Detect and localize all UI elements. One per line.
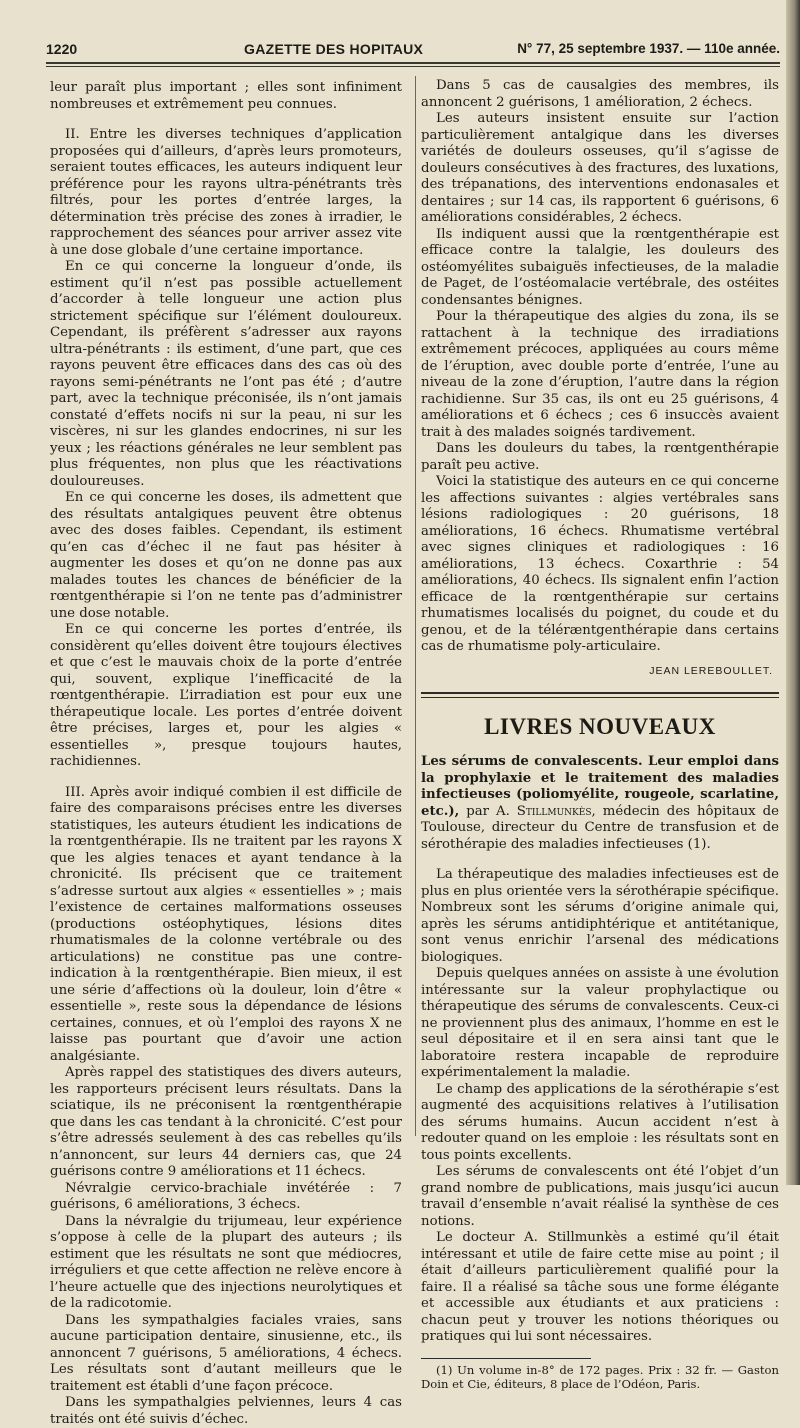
- paragraph: III. Après avoir indiqué combien il est difficile de faire des comparaisons précises entre les diverses statistiques, les auteurs étudient les indications de la rœntgenthérapie. Ils ne traitent par les rayons X que les algies tenaces et ayant tendance à la chronicité. Ils précisent que ce traitement s’adresse surtout aux algies « essentielles » ; mais l’existence de certaines malformations osseuses (productions ostéophytiques, lésions dites rhumatismales de la colonne vertébrale ou des articulations) ne constitue pas une contre-indication à la rœntgenthérapie. Bien mieux, il est une série d’affections où la douleur, loin d’être « essentielle », reste sous la dépendance de lésions certaines, connues, et où l’emploi des rayons X ne laisse pas pourtant que d’avoir une action analgésiante.: [50, 784, 402, 1064]
- paragraph: Dans les douleurs du tabes, la rœntgenthérapie paraît peu active.: [421, 441, 779, 473]
- column-divider: [415, 76, 416, 1136]
- section-title: LIVRES NOUVEAUX: [484, 714, 716, 739]
- right-column: [421, 78, 779, 1391]
- paragraph: Après rappel des statistiques des divers auteurs, les rapporteurs précisent leurs résultats. Dans la sciatique, ils ne préconisent la rœntgenthérapie que dans les cas tendant à la chronicité. C’est pour s’être adressés seulement à des cas rebelles qu’ils n’annoncent, sur leurs 44 derniers cas, que 24 guérisons contre 9 améliorations et 11 échecs.: [50, 1065, 402, 1179]
- issue-info: N° 77, 25 septembre 1937. — 110e année.: [517, 41, 780, 56]
- journal-title: GAZETTE DES HOPITAUX: [244, 41, 424, 57]
- paragraph: Dans les sympathalgies faciales vraies, sans aucune participation dentaire, sinusienne, etc., ils annoncent 7 guérisons, 5 améliorations, 4 échecs. Les résultats sont d’autant meilleurs que le traitement est établi d’une façon précoce.: [50, 1312, 402, 1394]
- book-entry: [421, 754, 779, 853]
- header-rule-thin: [46, 66, 780, 67]
- page-spine-edge: [786, 0, 800, 1185]
- paragraph: Depuis quelques années on assiste à une évolution intéressante sur la valeur prophylactique ou thérapeutique des sérums de convalescents. Ceux-ci ne proviennent plus des animaux, l’homme en est le seul dépositaire et il en sera ainsi tant que le laboratoire restera incapable de reproduire expérimentalement la maladie.: [421, 966, 779, 1080]
- paragraph: En ce qui concerne les doses, ils admettent que des résultats antalgiques peuvent être obtenus avec des doses faibles. Cependant, ils estiment qu’en cas d’échec il ne faut pas hésiter à augmenter les doses et qu’on ne donne pas aux malades toutes les chances de bénéficier de la rœntgenthérapie si l’on ne tente pas d’administrer une dose notable.: [50, 490, 402, 621]
- paragraph: Le champ des applications de la sérothérapie s’est augmenté des acquisitions relatives à l’utilisation des sérums humains. Aucun accident n’est à redouter quand on les emploie : les résultats sont en tous points excellents.: [421, 1081, 779, 1163]
- header-rule: [46, 62, 780, 64]
- paragraph: Les sérums de convalescents ont été l’objet d’un grand nombre de publications, mais jusqu’ici aucun travail d’ensemble n’avait réalisé la synthèse de ces notions.: [421, 1164, 779, 1229]
- book-author-details: , médecin des hôpitaux de Toulouse, directeur du Centre de transfusion et de sérothérapie des maladies infectieuses (1).: [421, 803, 779, 852]
- footnote: (1) Un volume in-8° de 172 pages. Prix : 32 fr. — Gaston Doin et Cie, éditeurs, 8 place de l’Odéon, Paris.: [421, 1362, 779, 1391]
- paragraph: En ce qui concerne la longueur d’onde, ils estiment qu’il n’est pas possible actuellement d’accorder à telle longueur une action plus strictement spécifique sur l’élément douloureux. Cependant, ils préfèrent s’adresser aux rayons ultra-pénétrants : ils estiment, d’une part, que ces rayons peuvent être efficaces dans des cas où des rayons semi-pénétrants ne l’ont pas été ; d’autre part, avec la technique préconisée, ils n’ont jamais constaté d’effets nocifs ni sur la peau, ni sur les viscères, ni sur les glandes endocrines, ni sur les yeux ; les réactions générales ne leur semblent pas plus fréquentes, non plus que les réactivations douloureuses.: [50, 259, 402, 489]
- paragraph: Dans la névralgie du trijumeau, leur expérience s’oppose à celle de la plupart des auteurs ; ils estiment que les résultats ne sont que médiocres, irréguliers et que cette affection ne relève encore à l’heure actuelle que des injections neurolytiques et de la radicotomie.: [50, 1213, 402, 1311]
- page-header: [46, 41, 780, 61]
- paragraph: En ce qui concerne les portes d’entrée, ils considèrent qu’elles doivent être toujours électives et que c’est le mauvais choix de la porte d’entrée qui, souvent, explique l’inefficacité de la rœntgenthérapie. L’irradiation est pour eux une thérapeutique locale. Les portes d’entrée doivent être précises, larges et, pour les algies « essentielles », presque toujours hautes, rachidiennes.: [50, 622, 402, 769]
- left-column: [50, 80, 402, 1428]
- paragraph: Dans 5 cas de causalgies des membres, ils annoncent 2 guérisons, 1 amélioration, 2 échecs.: [421, 78, 779, 110]
- paragraph: Névralgie cervico-brachiale invétérée : 7 guérisons, 6 améliorations, 3 échecs.: [50, 1180, 402, 1212]
- paragraph: Les auteurs insistent ensuite sur l’action particulièrement antalgique dans les diverses variétés de douleurs osseuses, qu’il s’agisse de douleurs consécutives à des fractures, des luxations, des trépanations, des interventions endonasales et dentaires ; sur 14 cas, ils rapportent 6 guérisons, 6 améliorations considérables, 2 échecs.: [421, 111, 779, 225]
- section-rule: [421, 692, 779, 698]
- paragraph: La thérapeutique des maladies infectieuses est de plus en plus orientée vers la sérothérapie spécifique. Nombreux sont les sérums d’origine animale qui, après les sérums antidiphtérique et antitétanique, sont venus enrichir l’arsenal des médications biologiques.: [421, 867, 779, 965]
- paragraph: Pour la thérapeutique des algies du zona, ils se rattachent à la technique des irradiations extrêmement précoces, appliquées au cours même de l’éruption, avec double porte d’entrée, l’une au niveau de la zone d’éruption, l’autre dans la région rachidienne. Sur 35 cas, ils ont eu 25 guérisons, 4 améliorations et 6 échecs ; ces 6 insuccès avaient trait à des malades soignés tardivement.: [421, 309, 779, 440]
- footnote-rule: [421, 1358, 591, 1359]
- paragraph: Le docteur A. Stillmunkès a estimé qu’il était intéressant et utile de faire cette mise au point ; il était d’ailleurs particulièrement qualifié pour la faire. Il a réalisé sa tâche sous une forme élégante et accessible aux étudiants et aux praticiens : chacun peut y trouver les notions théoriques ou pratiques qui lui sont nécessaires.: [421, 1230, 779, 1344]
- paragraph: Ils indiquent aussi que la rœntgenthérapie est efficace contre la talalgie, les douleurs des ostéomyélites subaiguës infectieuses, de la maladie de Paget, de l’ostéomalacie vertébrale, des ostéites condensantes bénignes.: [421, 226, 779, 308]
- book-title: Les sérums de convalescents. Leur emploi dans la prophylaxie et le traitement des maladies infectieuses (poliomyélite, rougeole, scarlatine, etc.),: [421, 754, 779, 819]
- page-number: 1220: [46, 41, 78, 57]
- paragraph: II. Entre les diverses techniques d’application proposées qui d’ailleurs, d’après leurs promoteurs, seraient toutes efficaces, les auteurs indiquent leur préférence pour les rayons ultra-pénétrants très filtrés, pour les portes d’entrée larges, la détermination très précise des zones à irradier, le rapprochement des séances pour arriver assez vite à une dose globale d’une certaine importance.: [50, 127, 402, 258]
- book-author-prefix: par A.: [459, 803, 517, 819]
- paragraph: Dans les sympathalgies pelviennes, leurs 4 cas traités ont été suivis d’échec.: [50, 1395, 402, 1427]
- book-author: Stillmunkès: [516, 803, 592, 819]
- paragraph: Voici la statistique des auteurs en ce qui concerne les affections suivantes : algies vertébrales sans lésions radiologiques : 20 guérisons, 18 améliorations, 16 échecs. Rhumatisme vertébral avec signes cliniques et radiologiques : 16 améliorations, 13 échecs. Coxarthrie : 54 améliorations, 40 échecs. Ils signalent enfin l’action efficace de la rœntgenthérapie sur certains rhumatismes localisés du poignet, du coude et du genou, et de la téléræntgenthérapie dans certains cas de rhumatisme poly-articulaire.: [421, 474, 779, 654]
- paragraph: leur paraît plus important ; elles sont infiniment nombreuses et extrêmement peu connues.: [50, 80, 402, 112]
- article-signature: JEAN LEREBOULLET.: [649, 664, 773, 677]
